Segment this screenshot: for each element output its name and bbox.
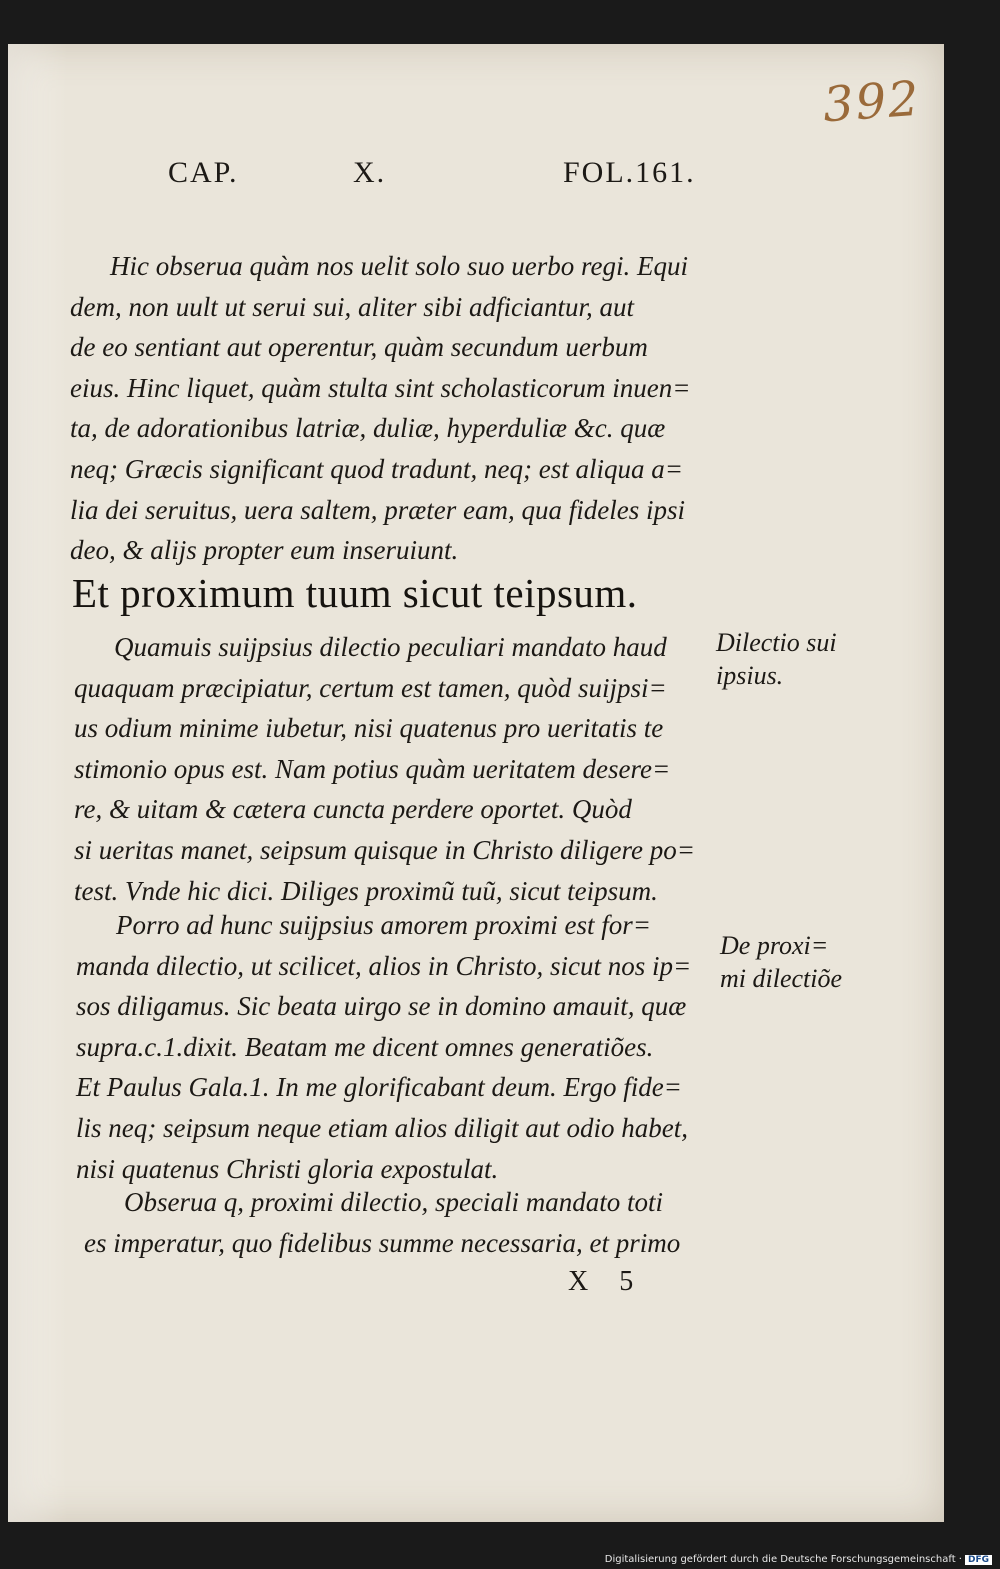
text-line: supra.c.1.dixit. Beatam me dicent omnes generatiões.: [76, 1031, 654, 1062]
header-folio: FOL.161.: [563, 156, 696, 189]
header-cap: CAP.: [168, 156, 239, 189]
margin-note-line: ipsius.: [716, 661, 784, 690]
text-line: ta, de adorationibus latriæ, duliæ, hyperduliæ &c. quæ: [70, 413, 666, 444]
credit-text: Digitalisierung gefördert durch die Deutsche Forschungsgemeinschaft ·: [604, 1554, 962, 1565]
text-line: deo, & alijs propter eum inseruiunt.: [70, 535, 459, 566]
book-page: [8, 44, 944, 1522]
text-line: nisi quatenus Christi gloria expostulat.: [76, 1153, 499, 1184]
paragraph-3: [76, 905, 721, 1189]
text-line: Porro ad hunc suijpsius amorem proximi est for=: [116, 910, 651, 940]
margin-note-line: mi dilectiõe: [720, 964, 843, 993]
text-line: lis neq; seipsum neque etiam alios diligit aut odio habet,: [76, 1112, 688, 1143]
margin-note-line: Dilectio sui: [716, 628, 837, 657]
text-line: Obserua q, proximi dilectio, speciali mandato toti: [124, 1187, 663, 1217]
text-line: Quamuis suijpsius dilectio peculiari mandato haud: [114, 632, 667, 662]
text-line: es imperatur, quo fidelibus summe necessaria, et primo: [84, 1227, 681, 1258]
handwritten-folio-number: 392: [821, 70, 923, 134]
text-line: Et Paulus Gala.1. In me glorificabant deum. Ergo fide=: [76, 1072, 682, 1103]
margin-note-neighbor-love: [720, 929, 842, 995]
header-chapter-number: X.: [353, 156, 387, 189]
text-line: test. Vnde hic dici. Diliges proximũ tuũ, sicut teipsum.: [74, 875, 658, 906]
margin-note-line: De proxi=: [720, 931, 829, 960]
text-line: neq; Græcis significant quod tradunt, neq; est aliqua a=: [70, 453, 683, 484]
text-line: si ueritas manet, seipsum quisque in Christo diligere po=: [74, 834, 695, 865]
text-line: sos diligamus. Sic beata uirgo se in domino amauit, quæ: [76, 991, 687, 1022]
text-line: Hic obserua quàm nos uelit solo suo uerbo regi. Equi: [110, 251, 688, 281]
dfg-logo: DFG: [965, 1555, 992, 1565]
paragraph-1: [70, 246, 725, 571]
text-line: us odium minime iubetur, nisi quatenus pro ueritatis te: [74, 713, 664, 744]
digitization-credit: [605, 1554, 992, 1565]
text-line: de eo sentiant aut operentur, quàm secundum uerbum: [70, 332, 648, 363]
text-line: dem, non uult ut serui sui, aliter sibi adficiantur, aut: [70, 291, 635, 322]
section-heading: Et proximum tuum sicut teipsum.: [72, 570, 638, 616]
page-edge-shading: [8, 44, 68, 1522]
running-header: [8, 156, 944, 196]
paragraph-4: [84, 1182, 724, 1263]
text-line: re, & uitam & cætera cuncta perdere oportet. Quòd: [74, 794, 632, 825]
signature-mark: X 5: [568, 1266, 646, 1297]
text-line: stimonio opus est. Nam potius quàm ueritatem desere=: [74, 753, 671, 784]
margin-note-self-love: [716, 626, 837, 692]
paragraph-2: [74, 627, 719, 911]
text-line: lia dei seruitus, uera saltem, præter eam, qua fideles ipsi: [70, 494, 685, 525]
text-line: quaquam præcipiatur, certum est tamen, quòd suijpsi=: [74, 672, 667, 703]
text-line: manda dilectio, ut scilicet, alios in Christo, sicut nos ip=: [76, 950, 692, 981]
text-line: eius. Hinc liquet, quàm stulta sint scholasticorum inuen=: [70, 372, 691, 403]
